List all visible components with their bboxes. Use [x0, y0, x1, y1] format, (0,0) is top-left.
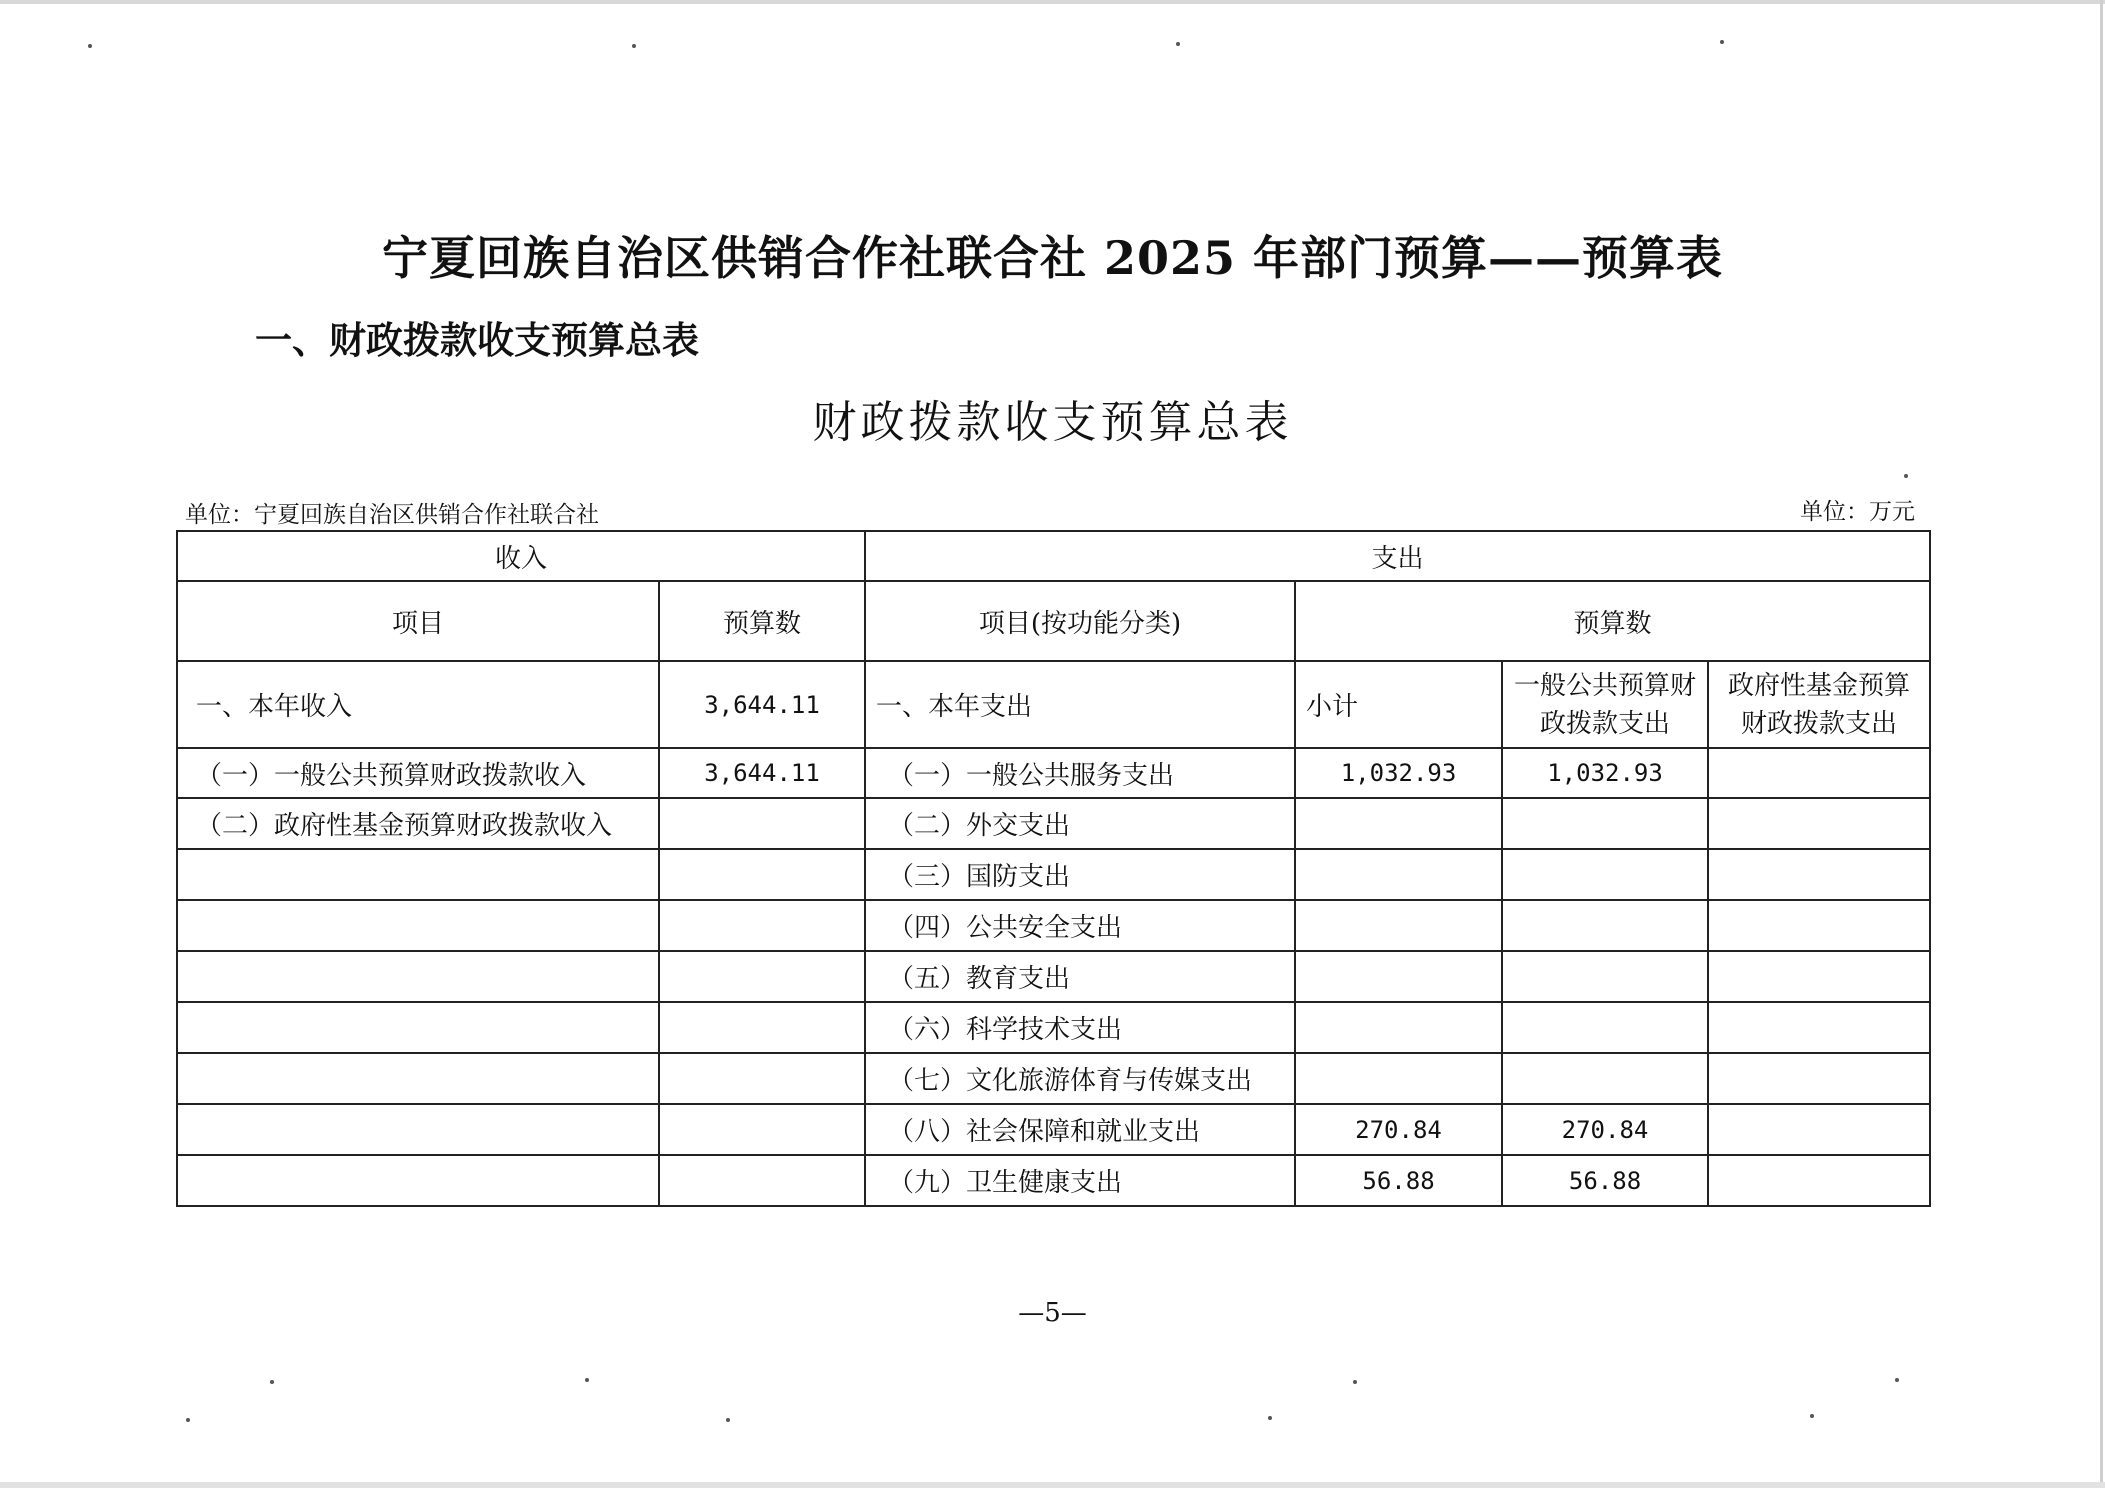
general-budget-cell: 270.84 [1502, 1104, 1708, 1155]
income-header: 收入 [177, 531, 865, 581]
income-amount-cell: 3,644.11 [659, 748, 865, 798]
income-item-cell: （一）一般公共预算财政拨款收入 [177, 748, 659, 798]
scan-speck [186, 1418, 190, 1422]
income-amount-cell [659, 849, 865, 900]
income-item-cell: （二）政府性基金预算财政拨款收入 [177, 798, 659, 849]
subtotal-cell [1295, 1053, 1502, 1104]
table-row [177, 748, 1930, 798]
subtotal-header: 小计 [1295, 661, 1502, 748]
subtotal-cell [1295, 1002, 1502, 1053]
scan-speck [1904, 474, 1908, 478]
fund-budget-cell [1708, 849, 1930, 900]
expense-item-cell: （八）社会保障和就业支出 [865, 1104, 1295, 1155]
income-amount-cell [659, 1104, 865, 1155]
income-amount-cell: 3,644.11 [659, 661, 865, 748]
income-amount-cell [659, 1155, 865, 1206]
expense-item-cell: （二）外交支出 [865, 798, 1295, 849]
table-row [177, 951, 1930, 1002]
fund-budget-cell [1708, 1104, 1930, 1155]
subtotal-cell [1295, 900, 1502, 951]
subtotal-cell [1295, 849, 1502, 900]
income-amount-cell [659, 1002, 865, 1053]
subtotal-cell: 56.88 [1295, 1155, 1502, 1206]
expense-item-cell: （五）教育支出 [865, 951, 1295, 1002]
general-budget-cell [1502, 1002, 1708, 1053]
scan-speck [1720, 40, 1724, 44]
table-row [177, 900, 1930, 951]
income-amount-cell [659, 1053, 865, 1104]
document-title: 宁夏回族自治区供销合作社联合社 2025 年部门预算——预算表 [381, 231, 1724, 285]
scan-edge-bottom [0, 1482, 2105, 1488]
expense-item-cell: （四）公共安全支出 [865, 900, 1295, 951]
expense-item-cell: （一）一般公共服务支出 [865, 748, 1295, 798]
subtotal-cell [1295, 951, 1502, 1002]
fund-budget-cell [1708, 1155, 1930, 1206]
table-row [177, 1002, 1930, 1053]
income-item-cell [177, 951, 659, 1002]
income-item-cell [177, 1155, 659, 1206]
income-item-cell [177, 900, 659, 951]
fund-budget-cell [1708, 748, 1930, 798]
expense-item-cell: （三）国防支出 [865, 849, 1295, 900]
scan-speck [1176, 42, 1180, 46]
general-budget-cell [1502, 900, 1708, 951]
income-item-cell [177, 1104, 659, 1155]
unit-currency: 单位：万元 [1800, 499, 1915, 525]
general-budget-cell: 56.88 [1502, 1155, 1708, 1206]
fund-budget-cell [1708, 900, 1930, 951]
general-budget-cell [1502, 1053, 1708, 1104]
fund-budget-cell [1708, 798, 1930, 849]
page-number: —5— [1018, 1298, 1087, 1328]
section-heading: 一、财政拨款收支预算总表 [255, 318, 699, 362]
subtotal-cell [1295, 798, 1502, 849]
table-row [177, 1155, 1930, 1206]
scan-speck [1268, 1416, 1272, 1420]
fund-budget-cell [1708, 1002, 1930, 1053]
income-item-cell [177, 849, 659, 900]
general-budget-cell [1502, 798, 1708, 849]
general-budget-cell: 1,032.93 [1502, 748, 1708, 798]
scan-speck [1810, 1414, 1814, 1418]
income-item-cell [177, 1053, 659, 1104]
fund-budget-expense-header: 政府性基金预算财政拨款支出 [1708, 661, 1930, 748]
scan-speck [726, 1418, 730, 1422]
subtotal-cell: 1,032.93 [1295, 748, 1502, 798]
expense-item-cell: （六）科学技术支出 [865, 1002, 1295, 1053]
expense-header: 支出 [865, 531, 1930, 581]
subtotal-cell: 270.84 [1295, 1104, 1502, 1155]
income-amount-cell [659, 900, 865, 951]
income-item-header: 项目 [177, 581, 659, 661]
expense-budget-header: 预算数 [1295, 581, 1930, 661]
scan-speck [585, 1378, 589, 1382]
income-amount-cell [659, 798, 865, 849]
income-item-cell [177, 1002, 659, 1053]
table-row [177, 798, 1930, 849]
general-budget-cell [1502, 951, 1708, 1002]
table-row [177, 661, 1930, 748]
scan-speck [1895, 1378, 1899, 1382]
fund-budget-cell [1708, 1053, 1930, 1104]
table-row [177, 849, 1930, 900]
general-budget-cell [1502, 849, 1708, 900]
unit-organization: 单位：宁夏回族自治区供销合作社联合社 [185, 502, 599, 528]
scan-speck [88, 44, 92, 48]
expense-item-cell: （七）文化旅游体育与传媒支出 [865, 1053, 1295, 1104]
table-title: 财政拨款收支预算总表 [812, 397, 1293, 448]
income-item-cell: 一、本年收入 [177, 661, 659, 748]
income-budget-header: 预算数 [659, 581, 865, 661]
scan-edge-top [0, 0, 2105, 4]
scan-speck [270, 1380, 274, 1384]
fund-budget-cell [1708, 951, 1930, 1002]
income-amount-cell [659, 951, 865, 1002]
budget-table [176, 530, 1931, 1207]
scan-speck [632, 44, 636, 48]
expense-item-header: 项目(按功能分类) [865, 581, 1295, 661]
table-row [177, 1053, 1930, 1104]
expense-item-cell: （九）卫生健康支出 [865, 1155, 1295, 1206]
expense-item-cell: 一、本年支出 [865, 661, 1295, 748]
scan-speck [1353, 1380, 1357, 1384]
table-body [177, 661, 1930, 1206]
table-row [177, 1104, 1930, 1155]
general-budget-expense-header: 一般公共预算财政拨款支出 [1502, 661, 1708, 748]
